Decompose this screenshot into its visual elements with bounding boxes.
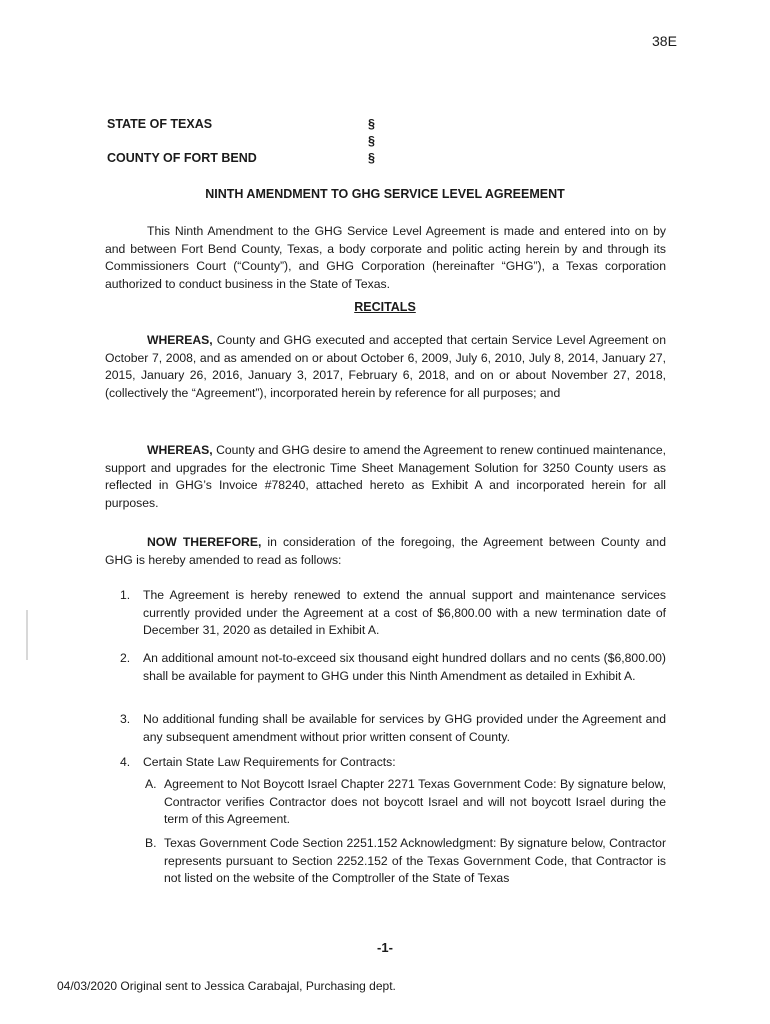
whereas-lead: WHEREAS, — [147, 443, 213, 457]
list-item — [120, 754, 666, 772]
whereas-lead: WHEREAS, — [147, 333, 213, 347]
caption-state: STATE OF TEXAS — [107, 117, 213, 131]
list-item-text: Certain State Law Requirements for Contracts: — [143, 755, 396, 769]
section-symbol: § — [368, 151, 375, 165]
document-title: NINTH AMENDMENT TO GHG SERVICE LEVEL AGREEMENT — [205, 187, 565, 201]
recitals-heading: RECITALS — [354, 300, 416, 314]
caption-county: COUNTY OF FORT BEND — [107, 151, 257, 165]
scan-artifact — [26, 610, 28, 660]
now-therefore-paragraph — [105, 534, 666, 569]
list-item — [120, 650, 666, 685]
sub-item — [145, 776, 666, 829]
section-symbol: § — [368, 117, 375, 131]
page-number: -1- — [377, 940, 393, 955]
sub-item-letter: A. — [145, 777, 157, 791]
list-item-number: 2. — [120, 651, 131, 665]
sub-item-letter: B. — [145, 836, 157, 850]
now-therefore-lead: NOW THEREFORE, — [147, 535, 262, 549]
list-item — [120, 587, 666, 640]
sub-item-text: Agreement to Not Boycott Israel Chapter 2271 Texas Government Code: By signature below, Contractor verifies Contractor does not boycott Israel and will not boycott Israel during the term of this Agreement. — [164, 777, 666, 826]
list-item-number: 1. — [120, 588, 131, 602]
now-therefore-text: in consideration of the foregoing, the Agreement between County and GHG is hereby amended to read as follows: — [105, 535, 666, 567]
list-item-number: 4. — [120, 755, 131, 769]
sub-item — [145, 835, 666, 888]
sub-item-text: Texas Government Code Section 2251.152 Acknowledgment: By signature below, Contractor represents pursuant to Section 2252.152 of the Texas Government Code, that Contractor is not listed on the website of the Comptroller of the State of Texas — [164, 836, 666, 885]
list-item — [120, 711, 666, 746]
whereas-text: County and GHG desire to amend the Agreement to renew continued maintenance, support and upgrades for the electronic Time Sheet Management Solution for 3250 County users as reflected in GHG’s Invoice #78240, attached hereto as Exhibit A and incorporated herein for all purposes. — [105, 443, 666, 510]
whereas-paragraph-2 — [105, 442, 666, 512]
list-item-number: 3. — [120, 712, 131, 726]
whereas-text: County and GHG executed and accepted that certain Service Level Agreement on October 7, 2008, and as amended on or about October 6, 2009, July 6, 2010, July 8, 2014, January 27, 2015, January 26, 2016, January 3, 2017, February 6, 2018, and on or about November 27, 2018, (collectively the “Agreement”), incorporated herein by reference for all purposes; and — [105, 333, 666, 400]
footer-note: 04/03/2020 Original sent to Jessica Carabajal, Purchasing dept. — [57, 979, 396, 993]
whereas-paragraph-1 — [105, 332, 666, 402]
list-item-text: An additional amount not-to-exceed six thousand eight hundred dollars and no cents ($6,800.00) shall be available for payment to GHG under this Ninth Amendment as detailed in Exhibit A. — [143, 651, 666, 683]
document-number: 38E — [652, 33, 677, 49]
section-symbol: § — [368, 134, 375, 148]
list-item-text: No additional funding shall be available for services by GHG provided under the Agreement and any subsequent amendment without prior written consent of County. — [143, 712, 666, 744]
intro-paragraph: This Ninth Amendment to the GHG Service Level Agreement is made and entered into on by and between Fort Bend County, Texas, a body corporate and politic acting herein by and through its Commissioners Court (“County”), and GHG Corporation (hereinafter “GHG”), a Texas corporation authorized to conduct business in the State of Texas. — [105, 224, 666, 291]
list-item-text: The Agreement is hereby renewed to extend the annual support and maintenance services currently provided under the Agreement at a cost of $6,800.00 with a new termination date of December 31, 2020 as detailed in Exhibit A. — [143, 588, 666, 637]
